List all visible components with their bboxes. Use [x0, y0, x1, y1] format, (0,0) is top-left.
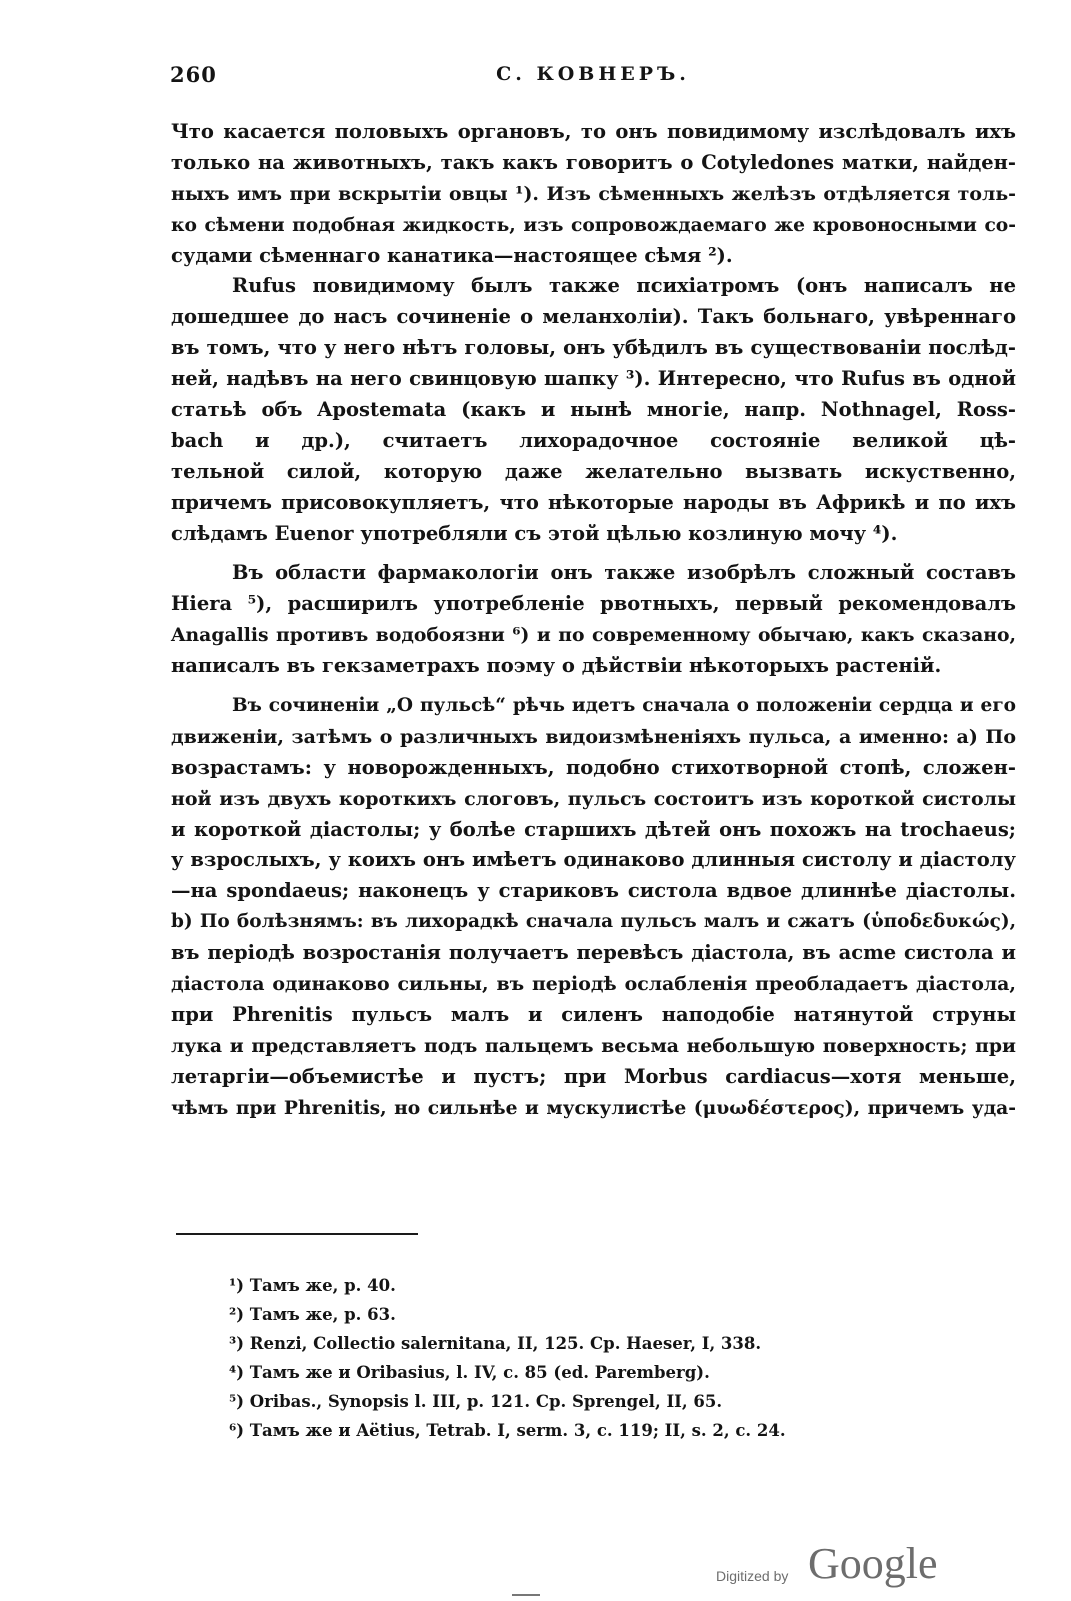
text-line: Что касается половыхъ органовъ, то онъ повидимому изслѣдовалъ ихъ	[171, 120, 1016, 143]
text-line: тельной силой, которую даже желательно вызвать искуственно,	[171, 459, 1016, 483]
text-line: ныхъ имъ при вскрытіи овцы ¹). Изъ сѣменныхъ желѣзъ отдѣляется толь-	[171, 182, 1016, 205]
scan-edge-mark	[512, 1594, 540, 1596]
text-line: только на животныхъ, такъ какъ говоритъ о Cotyledones матки, найден-	[171, 150, 1016, 174]
text-line: судами сѣменнаго канатика—настоящее сѣмя ²).	[171, 243, 733, 267]
text-line: у взрослыхъ, у коихъ онъ имѣетъ одинаково длинныя систолу и діастолу	[171, 848, 1016, 872]
footnote: ¹) Тамъ же, p. 40.	[229, 1276, 396, 1295]
body-text	[171, 117, 1016, 1124]
text-line: статьѣ объ Apostemata (какъ и нынѣ многіе, напр. Nothnagel, Ross-	[171, 398, 1016, 422]
text-line: ко сѣмени подобная жидкость, изъ сопровождаемаго же кровоносными со-	[171, 213, 1016, 236]
running-title: С. КОВНЕРЪ.	[496, 63, 690, 85]
footnote-divider	[176, 1233, 418, 1235]
paragraph-gap	[171, 549, 1016, 558]
text-line: Въ сочиненіи „О пульсѣ“ рѣчь идетъ сначала о положеніи сердца и его	[232, 695, 1016, 717]
footnote: ⁴) Тамъ же и Oribasius, l. IV, c. 85 (ed. Paremberg).	[229, 1363, 710, 1382]
digitized-watermark	[712, 1540, 952, 1590]
text-line: и короткой діастолы; у болѣе старшихъ дѣтей онъ похожъ на trochaeus;	[171, 817, 1016, 841]
text-line: Rufus повидимому былъ также психіатромъ (онъ написалъ не	[232, 274, 1016, 298]
text-line: въ томъ, что у него нѣтъ головы, онъ убѣдилъ въ существованіи послѣд-	[171, 336, 1016, 360]
text-line: ной изъ двухъ короткихъ слоговъ, пульсъ состоитъ изъ короткой систолы	[171, 787, 1016, 810]
text-line: чѣмъ при Phrenitis, но сильнѣе и мускулистѣе (μυωδέστερος), причемъ уда-	[171, 1096, 1016, 1119]
text-line: —на spondaeus; наконецъ у стариковъ систола вдвое длиннѣе діастолы.	[171, 879, 1016, 903]
footnote: ³) Renzi, Collectio salernitana, II, 125. Cp. Haeser, I, 338.	[229, 1334, 762, 1353]
footnote: ⁵) Oribas., Synopsis l. III, p. 121. Cp. Sprengel, II, 65.	[229, 1392, 723, 1411]
text-line: летаргіи—объемистѣе и пустъ; при Morbus cardiacus—хотя меньше,	[171, 1064, 1016, 1088]
text-line: ней, надѣвъ на него свинцовую шапку ³). Интересно, что Rufus въ одной	[171, 367, 1016, 391]
watermark-logo-text: Google	[808, 1539, 938, 1588]
text-line: движеніи, затѣмъ о различныхъ видоизмѣненіяхъ пульса, а именно: a) По	[171, 725, 1016, 748]
text-line: при Phrenitis пульсъ малъ и силенъ наподобіе натянутой струны	[171, 1002, 1016, 1026]
text-line: причемъ присовокупляетъ, что нѣкоторые народы въ Африкѣ и по ихъ	[171, 490, 1016, 514]
text-line: діастола одинаково сильны, въ періодѣ ослабленія преобладаетъ діастола,	[171, 973, 1016, 996]
text-line: лука и представляетъ подъ пальцемъ весьма небольшую поверхность; при	[171, 1034, 1016, 1057]
text-line: Hiera ⁵), расширилъ употребленіе рвотныхъ, первый рекомендовалъ	[171, 592, 1016, 616]
text-line: b) По болѣзнямъ: въ лихорадкѣ сначала пульсъ малъ и сжатъ (ὑποδεδυκώς),	[171, 911, 1016, 933]
footnotes	[229, 1271, 929, 1445]
text-line: дошедшее до насъ сочиненіе о меланхоліи). Такъ больнаго, увѣреннаго	[171, 305, 1016, 329]
text-line: bach и др.), считаетъ лихорадочное состояніе великой цѣ-	[171, 428, 1016, 452]
footnote: ²) Тамъ же, p. 63.	[229, 1305, 396, 1324]
paragraph-gap	[171, 682, 1016, 691]
text-line: возрастамъ: у новорожденныхъ, подобно стихотворной стопѣ, сложен-	[171, 755, 1016, 779]
text-line: въ періодѣ возростанія получаетъ перевѣсъ діастола, въ acme систола и	[171, 941, 1016, 965]
text-line: слѣдамъ Euenor употребляли съ этой цѣлью козлиную мочу ⁴).	[171, 521, 898, 545]
footnote: ⁶) Тамъ же и Aëtius, Tetrab. I, serm. 3, c. 119; II, s. 2, c. 24.	[229, 1421, 786, 1440]
text-line: Въ области фармакологіи онъ также изобрѣлъ сложный составъ	[232, 561, 1016, 585]
page-header	[170, 62, 1016, 92]
page-number: 260	[170, 62, 217, 87]
text-line: Anagallis противъ водобоязни ⁶) и по современному обычаю, какъ сказано,	[171, 624, 1016, 647]
text-line: написалъ въ гекзаметрахъ поэму о дѣйствіи нѣкоторыхъ растеній.	[171, 654, 942, 678]
watermark-small-text: Digitized by	[716, 1568, 789, 1584]
